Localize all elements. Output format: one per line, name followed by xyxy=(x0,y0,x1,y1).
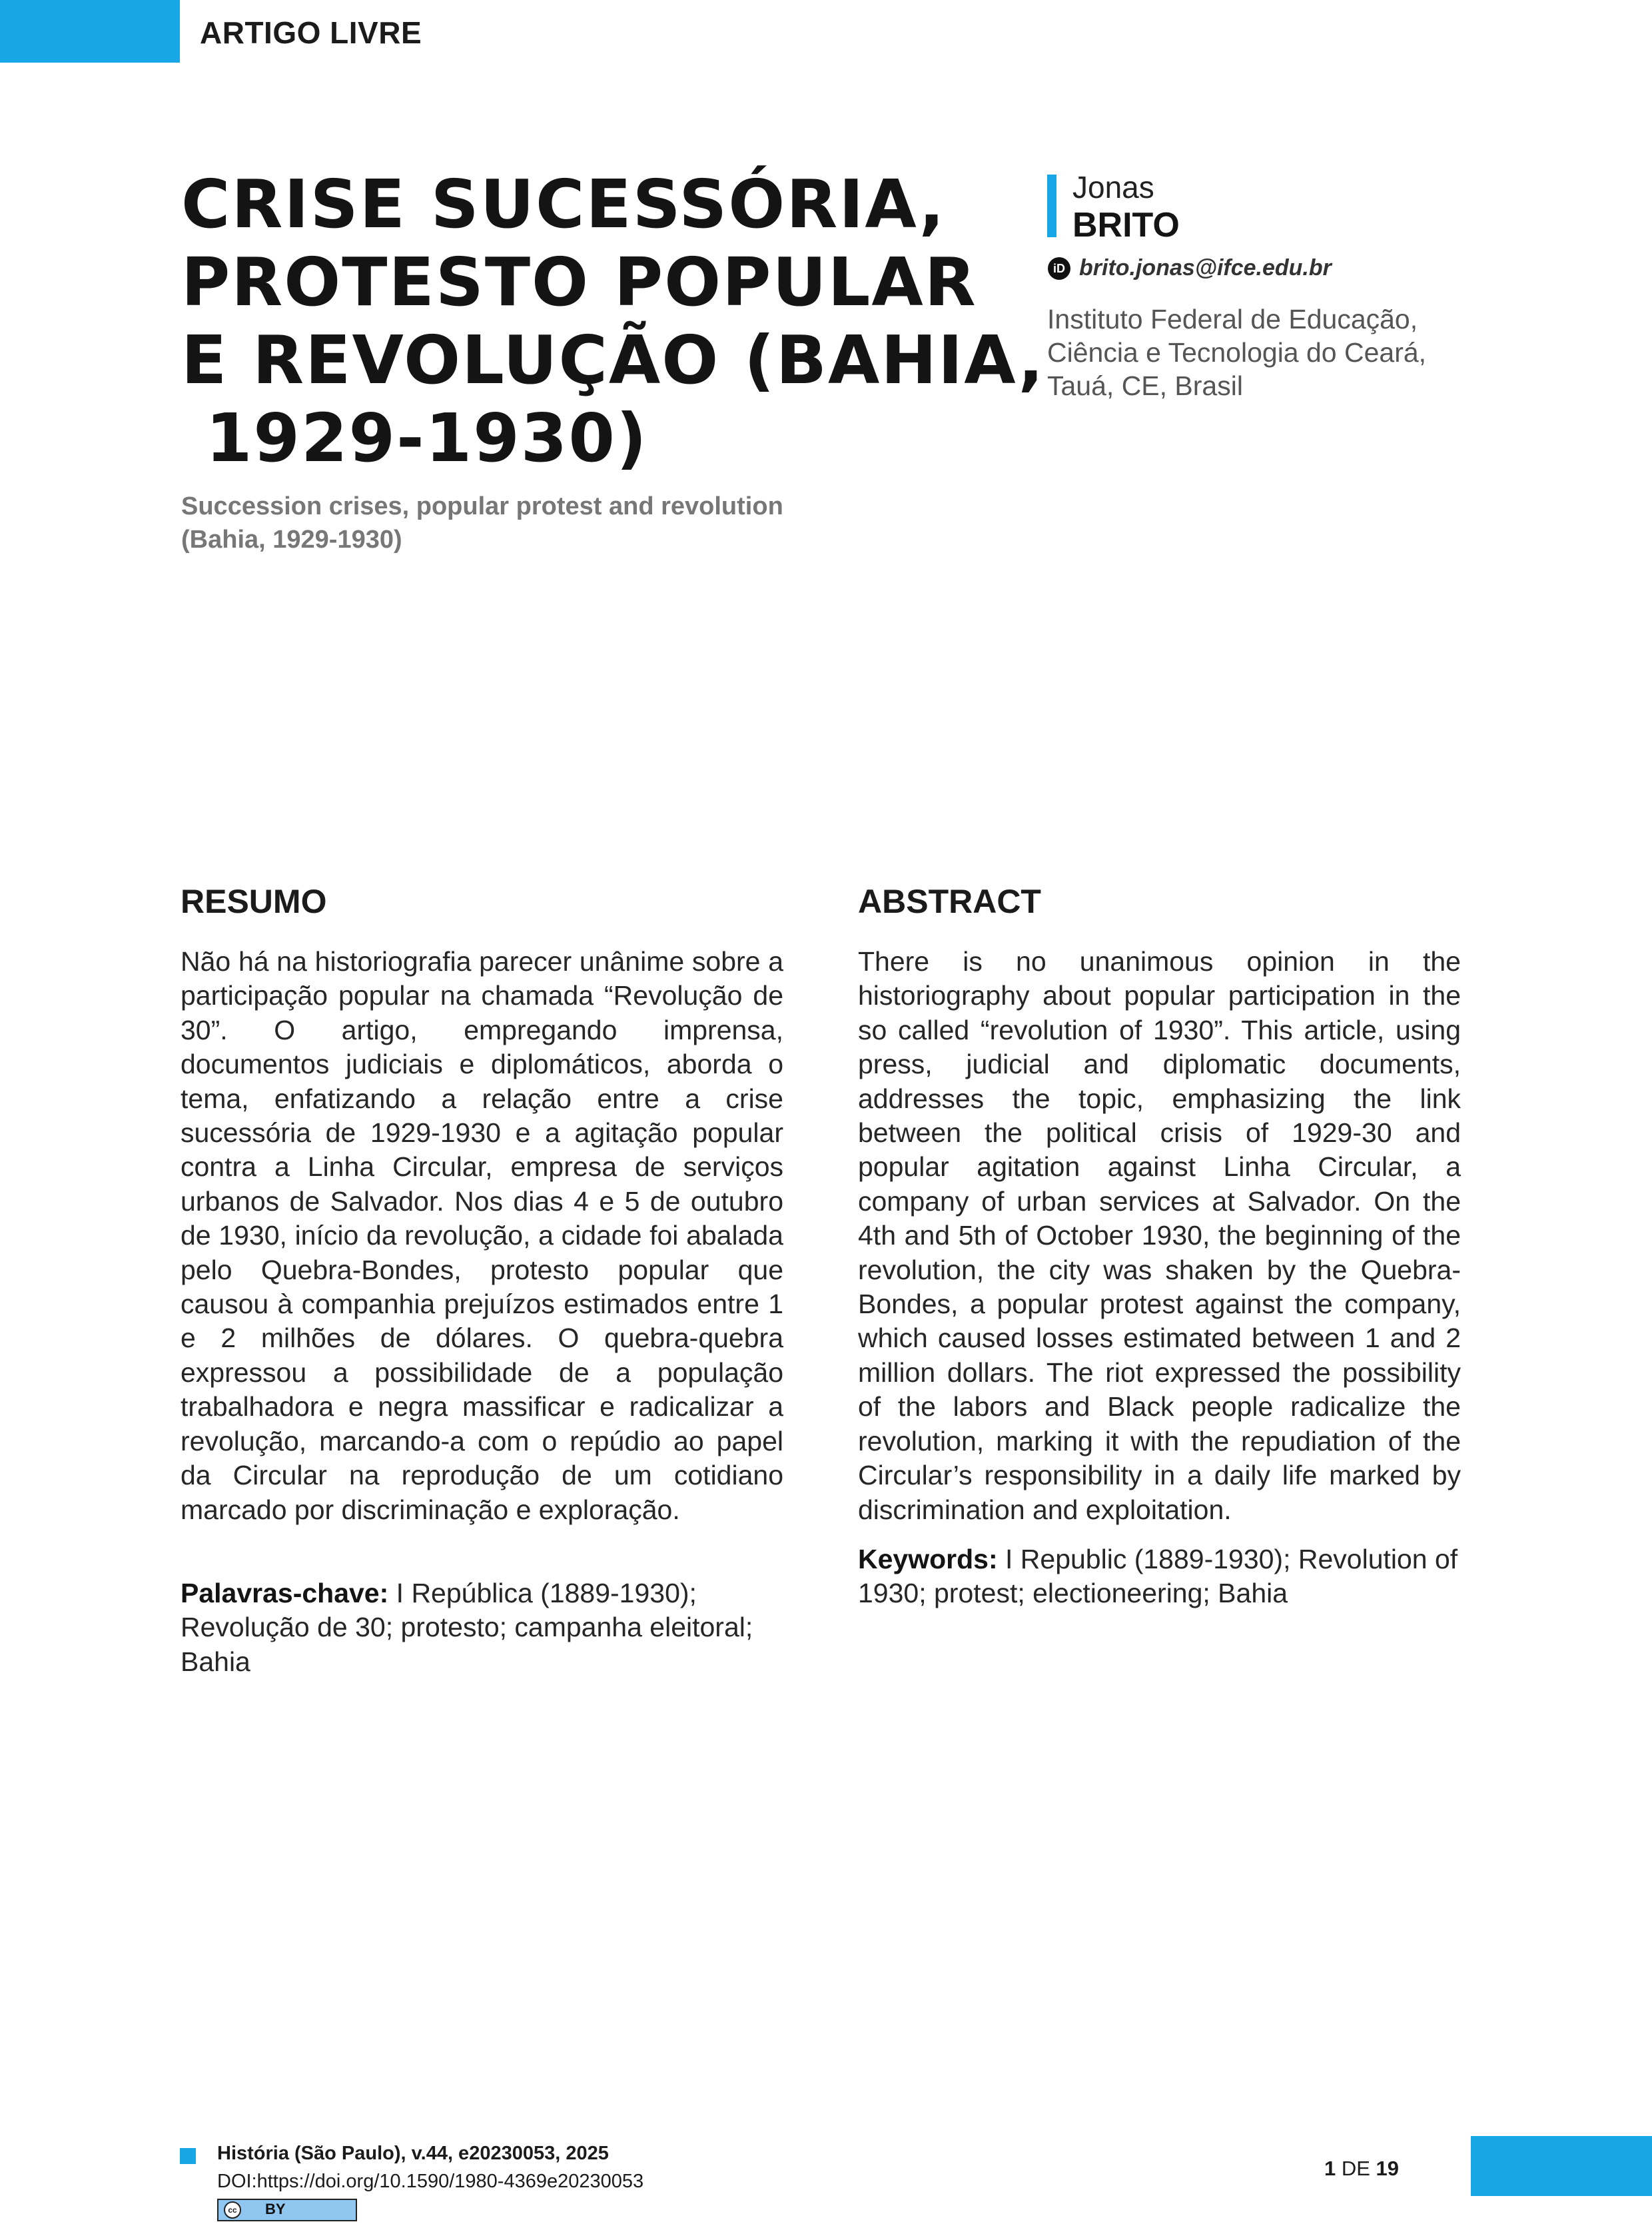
abstract-text: There is no unanimous opinion in the historiography about popular participation in the so called “revolution of 1930”. This article, using press, judicial and diplomatic documents, addresses the topic, emphasizing the link between the political crisis of 1929-30 and popular agitation against Linha Circular, a company of urban services at Salvador. On the 4th and 5th of October 1930, the beginning of the revolution, the city was shaken by the Quebra-Bondes, a popular protest against the company, which caused losses estimated between 1 and 2 million dollars. The riot expressed the possibility of the labors and Black people radicalize the revolution, marking it with the repudiation of the Circular’s responsibility in a daily life marked by discrimination and exploitation. xyxy=(858,946,1461,1525)
journal-citation: História (São Paulo), v.44, e20230053, 2025 xyxy=(217,2143,609,2164)
subtitle-line: Succession crises, popular protest and revolution xyxy=(181,492,783,520)
page-current: 1 xyxy=(1324,2157,1336,2180)
resumo-keywords xyxy=(181,1576,783,1679)
abstract-keywords xyxy=(858,1542,1461,1611)
title-line: E REVOLUÇÃO (BAHIA, xyxy=(181,321,1045,399)
resumo-text: Não há na historiografia parecer unânime sobre a participação popular na chamada “Revolução de 30”. O artigo, empregando imprensa, documentos judiciais e diplomáticos, aborda o tema, enfatizando a relação entre a crise sucessória de 1929-1930 e a agitação popular contra a Linha Circular, empresa de serviços urbanos de Salvador. Nos dias 4 e 5 de outubro de 1930, início da revolução, a cidade foi abalada pelo Quebra-Bondes, protesto popular que causou à companhia prejuízos estimados entre 1 e 2 milhões de dólares. O quebra-quebra expressou a possibilidade de a população trabalhadora e negra massificar e radicalizar a revolução, marcando-a com o repúdio ao papel da Circular na reprodução de um cotidiano marcado por discriminação e exploração. xyxy=(181,946,783,1525)
page-number xyxy=(1324,2157,1399,2181)
author-accent-bar xyxy=(1047,175,1056,237)
title-line: CRISE SUCESSÓRIA, xyxy=(181,165,946,243)
subtitle-line: (Bahia, 1929-1930) xyxy=(181,526,402,554)
cc-icon: cc xyxy=(224,2201,241,2219)
affiliation-line: Tauá, CE, Brasil xyxy=(1047,370,1243,401)
by-label: BY xyxy=(265,2201,286,2217)
author-email-link[interactable]: brito.jonas@ifce.edu.br xyxy=(1079,255,1332,280)
cc-by-license-badge[interactable] xyxy=(217,2199,357,2221)
section-label: ARTIGO LIVRE xyxy=(200,15,422,50)
page-total: 19 xyxy=(1376,2157,1400,2180)
doi-link[interactable]: DOI:https://doi.org/10.1590/1980-4369e20230053 xyxy=(217,2171,644,2192)
keywords-list: I República (1889-1930); Revolução de 30; protesto; campanha eleitoral; Bahia xyxy=(181,1578,753,1677)
header-accent-bar xyxy=(0,0,180,63)
abstract-heading: ABSTRACT xyxy=(858,883,1041,920)
keywords-label: Palavras-chave: xyxy=(181,1578,389,1608)
author-last-name: BRITO xyxy=(1072,206,1180,245)
page-separator: DE xyxy=(1336,2157,1376,2180)
resumo-heading: RESUMO xyxy=(181,883,327,920)
title-line: PROTESTO POPULAR xyxy=(181,243,977,321)
footer-accent-bar xyxy=(1471,2136,1652,2196)
author-first-name: Jonas xyxy=(1072,170,1154,205)
title-line: 1929-1930) xyxy=(181,399,648,477)
keywords-list: I Republic (1889-1930); Revolution of 1930; protest; electioneering; Bahia xyxy=(858,1544,1458,1609)
affiliation-line: Ciência e Tecnologia do Ceará, xyxy=(1047,337,1427,368)
article-subtitle xyxy=(181,490,847,556)
author-affiliation xyxy=(1047,302,1513,402)
affiliation-line: Instituto Federal de Educação, xyxy=(1047,304,1418,334)
orcid-icon[interactable]: iD xyxy=(1048,257,1070,280)
article-title xyxy=(181,165,1045,477)
footer-accent-square xyxy=(180,2148,196,2164)
keywords-label: Keywords: xyxy=(858,1544,998,1574)
